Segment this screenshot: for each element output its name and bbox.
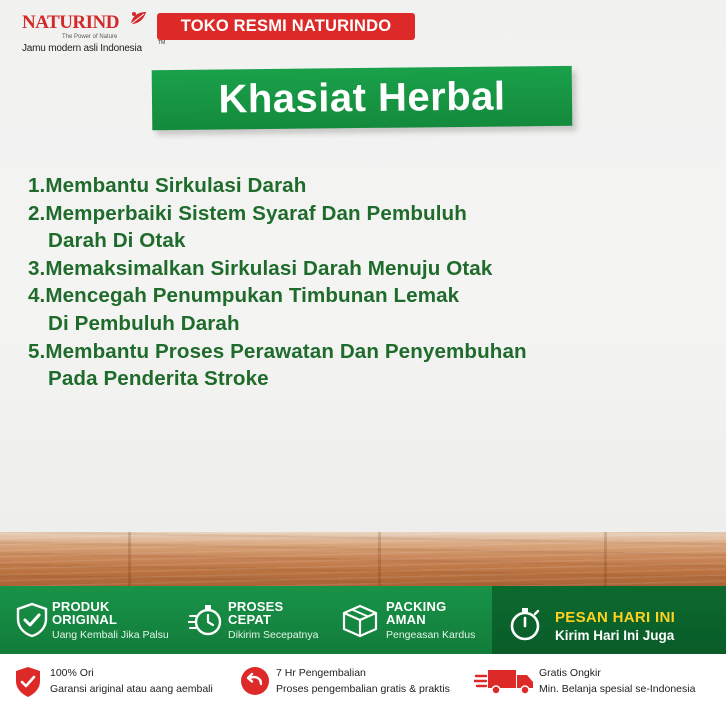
guarantee-subtitle: Garansi ariginal atau aang aembali [50, 683, 213, 695]
feature-subtitle: Uang Kembali Jika Palsu [52, 629, 169, 641]
brand-subtitle: Jamu modern asli Indonesia [22, 43, 142, 54]
shield-check-icon [14, 602, 50, 638]
feature-title: PRODUK [52, 599, 110, 614]
brand-logo [22, 10, 166, 54]
benefit-text-continued: Di Pembuluh Darah [48, 311, 240, 335]
stopwatch-icon [188, 602, 224, 638]
guarantee-shipping [474, 664, 724, 704]
benefit-text-continued: Pada Penderita Stroke [48, 367, 269, 391]
page-title: Khasiat Herbal [152, 66, 573, 130]
feature-fast [188, 598, 338, 644]
wood-seam [378, 532, 381, 590]
guarantee-title: 100% Ori [50, 667, 94, 679]
benefit-text: 4.Mencegah Penumpukan Timbunan Lemak [28, 284, 460, 308]
benefit-item [28, 200, 688, 255]
feature-title: PROSES [228, 599, 284, 614]
feature-subtitle: Dikirim Secepatnya [228, 629, 319, 641]
feature-original [14, 598, 184, 644]
benefit-item [28, 282, 688, 337]
benefit-text-continued: Darah Di Otak [48, 229, 186, 253]
benefit-item [28, 338, 688, 393]
guarantee-title: 7 Hr Pengembalian [276, 667, 366, 679]
return-icon [240, 666, 270, 696]
feature-packing [340, 598, 490, 644]
guarantee-return [240, 664, 470, 704]
brand-name: NATURIND [22, 12, 119, 33]
guarantee-subtitle: Min. Belanja spesial se-Indonesia [539, 683, 696, 695]
benefit-text: 3.Memaksimalkan Sirkulasi Darah Menuju Otak [28, 256, 493, 280]
guarantee-original [14, 664, 234, 704]
cta-subline: Kirim Hari Ini Juga [555, 628, 675, 643]
wood-seam [128, 532, 131, 590]
benefit-text: 5.Membantu Proses Perawatan Dan Penyembuhan [28, 339, 527, 363]
official-store-badge: TOKO RESMI NATURINDO [157, 13, 415, 40]
trademark-mark: TM [158, 40, 166, 46]
feature-title: PACKING [386, 599, 447, 614]
guarantee-title: Gratis Ongkir [539, 667, 601, 679]
benefits-list [28, 172, 688, 393]
feature-title: AMAN [386, 612, 426, 627]
wood-shelf [0, 532, 726, 590]
feature-title: ORIGINAL [52, 612, 118, 627]
benefit-item [28, 255, 688, 283]
benefit-item [28, 172, 688, 200]
benefit-text: 2.Memperbaiki Sistem Syaraf Dan Pembuluh [28, 201, 467, 225]
truck-icon [474, 666, 536, 696]
feature-title: CEPAT [228, 612, 272, 627]
feature-subtitle: Pengeasan Kardus [386, 629, 476, 641]
timer-icon [508, 606, 542, 642]
wood-seam [604, 532, 607, 590]
shield-check-icon [14, 666, 42, 698]
leaf-logo-icon [128, 10, 148, 28]
box-icon [340, 602, 380, 638]
benefit-text: 1.Membantu Sirkulasi Darah [28, 174, 307, 197]
brand-tagline: The Power of Nature [62, 34, 118, 40]
guarantee-subtitle: Proses pengembalian gratis & praktis [276, 683, 450, 695]
cta-headline: PESAN HARI INI [555, 609, 676, 626]
title-banner [152, 66, 575, 132]
